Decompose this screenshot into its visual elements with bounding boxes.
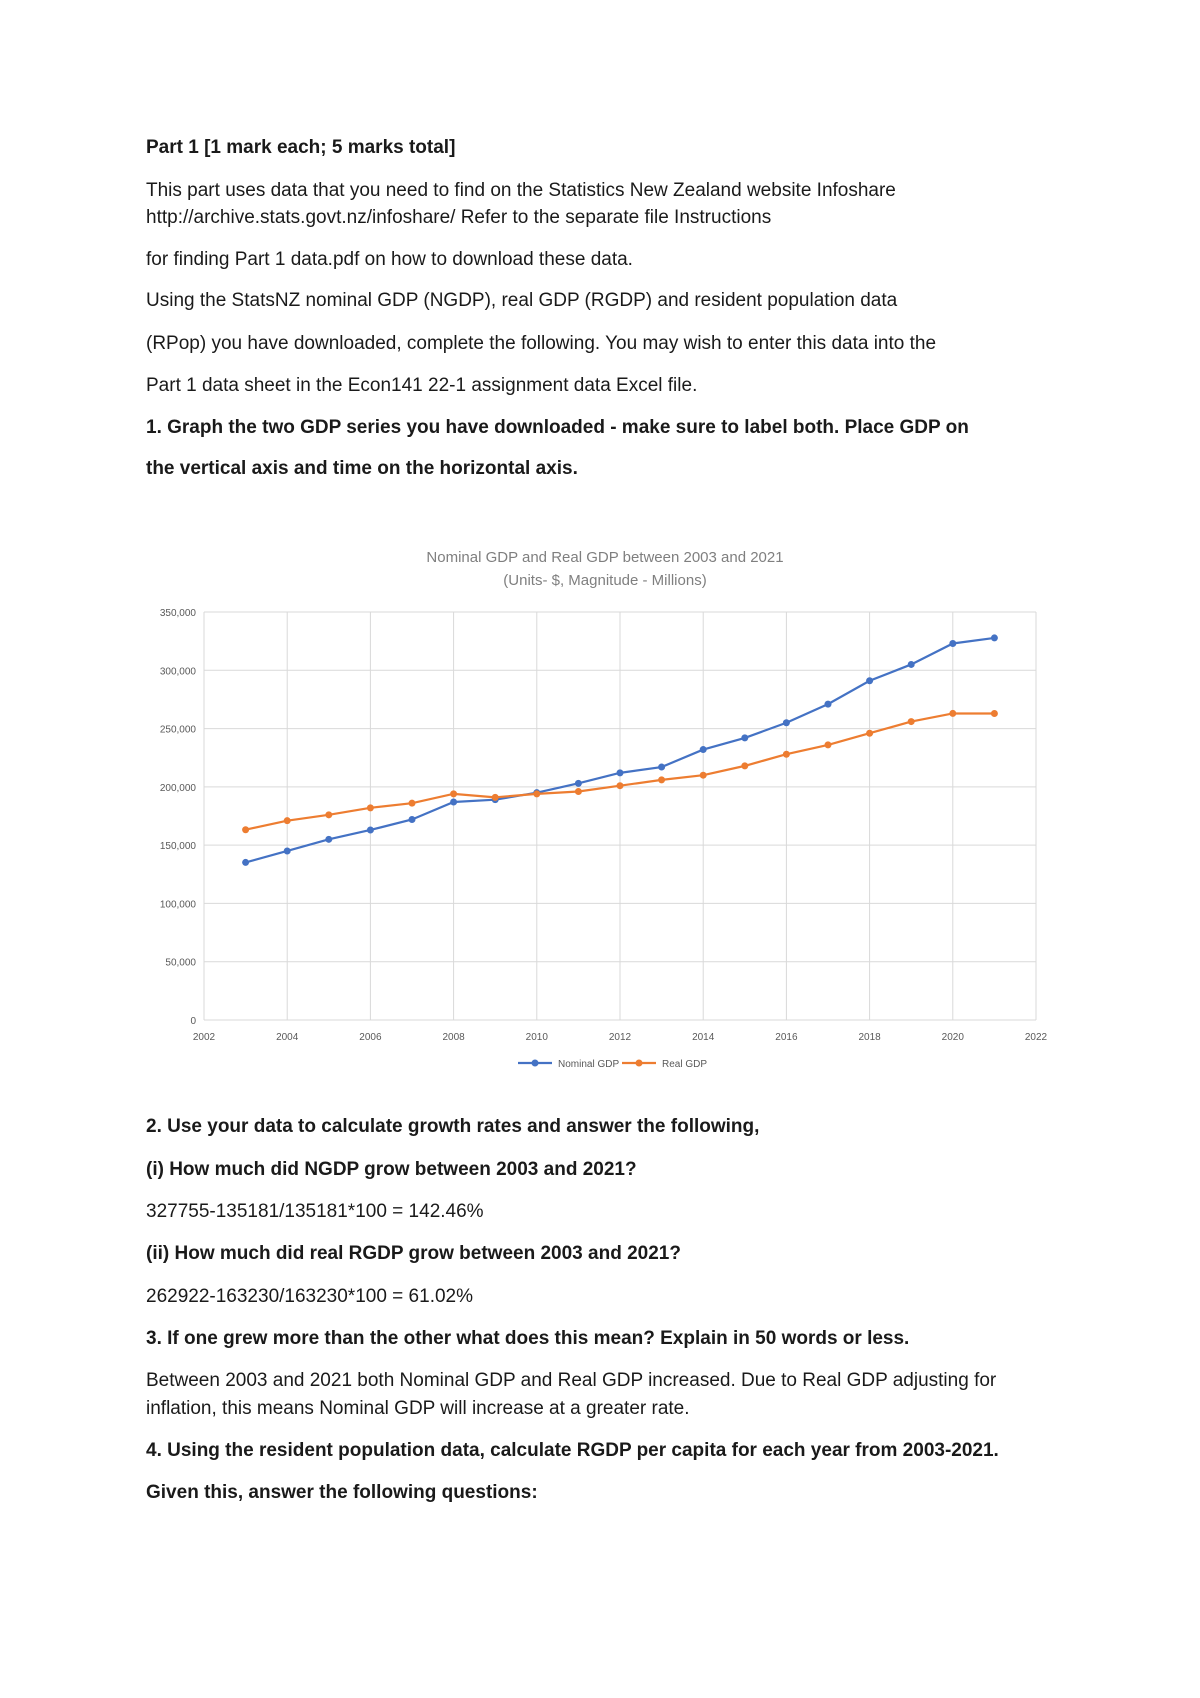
x-tick-label: 2016 bbox=[775, 1032, 798, 1043]
data-point bbox=[949, 710, 956, 717]
x-tick-label: 2014 bbox=[692, 1032, 715, 1043]
data-point bbox=[783, 751, 790, 758]
data-point bbox=[741, 762, 748, 769]
y-tick-label: 100,000 bbox=[159, 899, 196, 911]
x-tick-label: 2018 bbox=[858, 1032, 881, 1043]
data-point bbox=[284, 817, 291, 824]
gdp-line-chart bbox=[150, 540, 1060, 1080]
data-point bbox=[617, 769, 624, 776]
y-tick-label: 150,000 bbox=[159, 841, 196, 853]
data-point bbox=[325, 836, 332, 843]
y-tick-label: 50,000 bbox=[165, 957, 196, 969]
x-tick-label: 2006 bbox=[359, 1032, 382, 1043]
data-point bbox=[658, 776, 665, 783]
question-4-line-2: Given this, answer the following questions: bbox=[146, 1482, 538, 1503]
data-point bbox=[825, 701, 832, 708]
data-point bbox=[367, 804, 374, 811]
question-2-i: (i) How much did NGDP grow between 2003 and 2021? bbox=[146, 1159, 637, 1180]
data-point bbox=[700, 746, 707, 753]
using-line-1: Using the StatsNZ nominal GDP (NGDP), real GDP (RGDP) and resident population data bbox=[146, 290, 898, 311]
data-point bbox=[949, 640, 956, 647]
data-point bbox=[825, 741, 832, 748]
question-3-answer-line-2: inflation, this means Nominal GDP will increase at a greater rate. bbox=[146, 1398, 690, 1419]
y-tick-label: 350,000 bbox=[159, 608, 196, 619]
data-point bbox=[991, 634, 998, 641]
data-point bbox=[492, 794, 499, 801]
data-point bbox=[991, 710, 998, 717]
chart-subtitle: (Units- $, Magnitude - Millions) bbox=[503, 572, 707, 589]
question-2-ii: (ii) How much did real RGDP grow between 2003 and 2021? bbox=[146, 1243, 681, 1264]
legend-entry: Nominal GDP bbox=[558, 1059, 620, 1070]
data-point bbox=[409, 800, 416, 807]
y-tick-label: 200,000 bbox=[159, 782, 196, 794]
y-tick-label: 300,000 bbox=[159, 666, 196, 678]
data-point bbox=[658, 764, 665, 771]
data-point bbox=[866, 730, 873, 737]
x-tick-label: 2012 bbox=[608, 1032, 632, 1043]
data-point bbox=[908, 661, 915, 668]
data-point bbox=[450, 799, 457, 806]
question-3: 3. If one grew more than the other what does this mean? Explain in 50 words or less. bbox=[146, 1328, 910, 1349]
x-tick-label: 2022 bbox=[1024, 1032, 1048, 1043]
y-tick-label: 250,000 bbox=[159, 724, 196, 736]
x-tick-label: 2004 bbox=[276, 1032, 299, 1043]
data-point bbox=[866, 677, 873, 684]
chart-axis-labels bbox=[160, 608, 1048, 1043]
chart-title: Nominal GDP and Real GDP between 2003 and 2021 bbox=[426, 549, 784, 566]
data-point bbox=[617, 782, 624, 789]
part-heading: Part 1 [1 mark each; 5 marks total] bbox=[146, 137, 456, 158]
data-point bbox=[284, 847, 291, 854]
data-point bbox=[242, 826, 249, 833]
legend-entry: Real GDP bbox=[662, 1059, 708, 1070]
question-1-line-2: the vertical axis and time on the horizontal axis. bbox=[146, 458, 578, 479]
question-1-line-1: 1. Graph the two GDP series you have downloaded - make sure to label both. Place GDP on bbox=[146, 417, 969, 438]
intro-line-2: http://archive.stats.govt.nz/infoshare/ Refer to the separate file Instructions bbox=[146, 207, 772, 228]
data-point bbox=[741, 734, 748, 741]
data-point bbox=[325, 811, 332, 818]
data-point bbox=[242, 859, 249, 866]
using-line-2: (RPop) you have downloaded, complete the following. You may wish to enter this data into the bbox=[146, 333, 937, 354]
data-point bbox=[450, 790, 457, 797]
legend-swatch-marker bbox=[532, 1060, 539, 1067]
using-line-3: Part 1 data sheet in the Econ141 22-1 assignment data Excel file. bbox=[146, 375, 698, 396]
data-point bbox=[908, 718, 915, 725]
x-tick-label: 2002 bbox=[192, 1032, 216, 1043]
intro-line-1: This part uses data that you need to find on the Statistics New Zealand website Infoshare bbox=[146, 180, 896, 201]
data-point bbox=[575, 780, 582, 787]
chart-legend bbox=[518, 1059, 707, 1070]
x-tick-label: 2020 bbox=[941, 1032, 964, 1043]
legend-swatch-marker bbox=[636, 1060, 643, 1067]
data-point bbox=[533, 790, 540, 797]
data-point bbox=[409, 816, 416, 823]
x-tick-label: 2008 bbox=[442, 1032, 465, 1043]
chart-svg bbox=[150, 540, 1060, 1080]
question-3-answer-line-1: Between 2003 and 2021 both Nominal GDP and Real GDP increased. Due to Real GDP adjusting for bbox=[146, 1370, 997, 1391]
question-2-i-answer: 327755-135181/135181*100 = 142.46% bbox=[146, 1201, 484, 1222]
question-2: 2. Use your data to calculate growth rates and answer the following, bbox=[146, 1116, 760, 1137]
y-tick-label: 0 bbox=[190, 1016, 196, 1027]
data-point bbox=[783, 719, 790, 726]
data-point bbox=[575, 788, 582, 795]
question-2-ii-answer: 262922-163230/163230*100 = 61.02% bbox=[146, 1286, 473, 1307]
question-4: 4. Using the resident population data, calculate RGDP per capita for each year from 2003-2021. bbox=[146, 1440, 999, 1461]
data-point bbox=[367, 826, 374, 833]
data-point bbox=[700, 772, 707, 779]
x-tick-label: 2010 bbox=[525, 1032, 548, 1043]
intro-line-3: for finding Part 1 data.pdf on how to download these data. bbox=[146, 249, 633, 270]
